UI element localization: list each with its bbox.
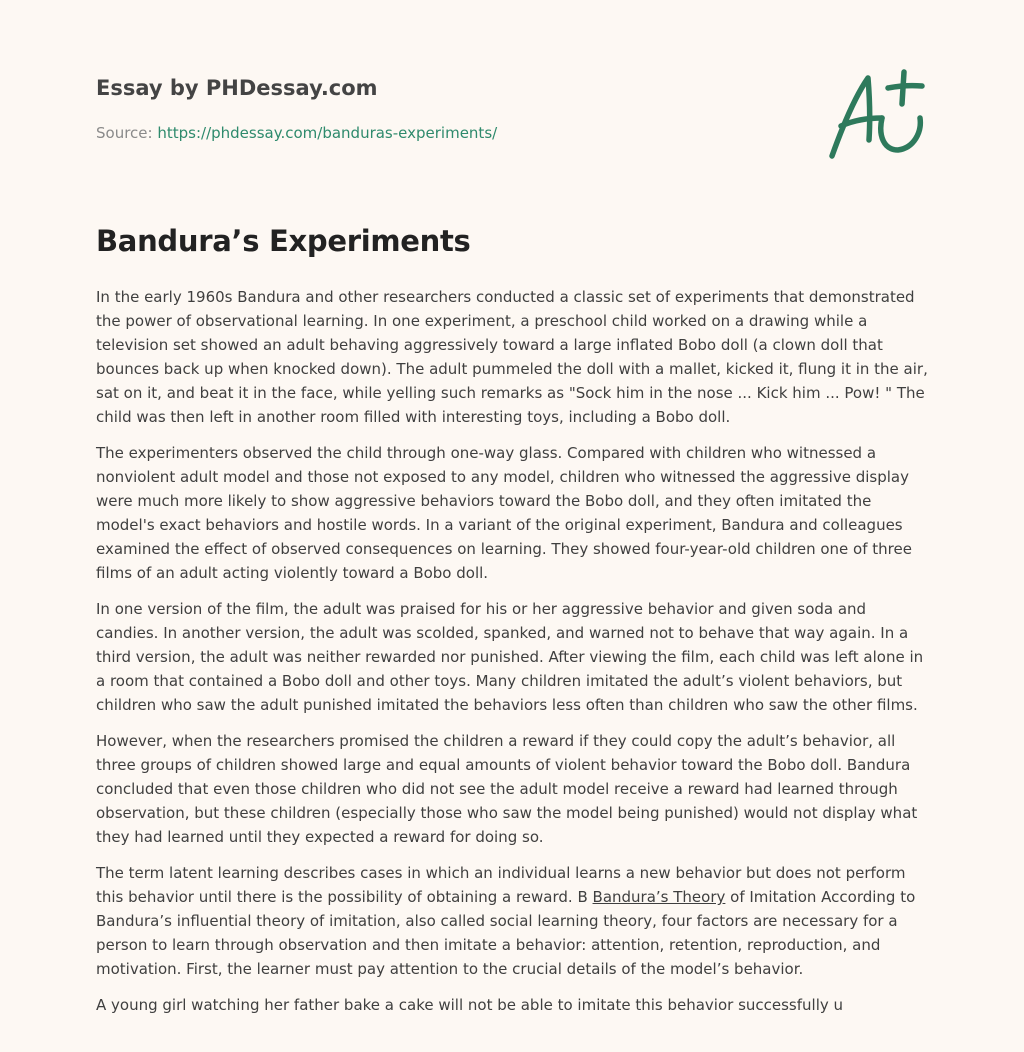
article-title: Bandura’s Experiments	[96, 224, 471, 258]
a-plus-logo-icon	[824, 66, 928, 162]
banduras-theory-link[interactable]: Bandura’s Theory	[592, 888, 726, 906]
paragraph: In the early 1960s Bandura and other researchers conducted a classic set of experiments that demonstrated the power of observational learning. In one experiment, a preschool child worked on a drawing while a television set showed an adult behaving aggressively toward a large inflated Bobo doll (a clown doll that bounces back up when knocked down). The adult pummeled the doll with a mallet, kicked it, flung it in the air, sat on it, and beat it in the face, while yelling such remarks as "Sock him in the nose ... Kick him ... Pow! " The child was then left in another room filled with interesting toys, including a Bobo doll.	[96, 288, 928, 426]
source-line	[96, 124, 497, 142]
article-body	[96, 285, 930, 1029]
source-label: Source:	[96, 124, 153, 142]
paragraph: In one version of the film, the adult was praised for his or her aggressive behavior and given soda and candies. In another version, the adult was scolded, spanked, and warned not to behave that way again. In a third version, the adult was neither rewarded nor punished. After viewing the film, each child was left alone in a room that contained a Bobo doll and other toys. Many children imitated the adult’s violent behaviors, but children who saw the adult punished imitated the behaviors less often than children who saw the other films.	[96, 600, 924, 714]
page-header	[96, 72, 928, 172]
paragraph-with-link	[96, 861, 930, 981]
source-link[interactable]: https://phdessay.com/banduras-experiments/	[157, 124, 498, 142]
paragraph: However, when the researchers promised the children a reward if they could copy the adult’s behavior, all three groups of children showed large and equal amounts of violent behavior toward the Bobo doll. Bandura concluded that even those children who did not see the adult model receive a reward had learned through observation, but these children (especially those who saw the model being punished) would not display what they had learned until they expected a reward for doing so.	[96, 732, 918, 846]
paragraph-text: of Imitation According to Bandura’s influential theory of imitation, also called social learning theory, four factors are necessary for a person to learn through observation and then imitate a behavior: attention, retention, reproduction, and motivation. First, the learner must pay attention to the crucial details of the model’s behavior.	[96, 888, 916, 978]
brand-title: Essay by PHDessay.com	[96, 76, 378, 100]
paragraph: A young girl watching her father bake a cake will not be able to imitate this behavior successfully u	[96, 996, 844, 1014]
paragraph: The experimenters observed the child through one-way glass. Compared with children who witnessed a nonviolent adult model and those not exposed to any model, children who witnessed the aggressive display were much more likely to show aggressive behaviors toward the Bobo doll, and they often imitated the model's exact behaviors and hostile words. In a variant of the original experiment, Bandura and colleagues examined the effect of observed consequences on learning. They showed four-year-old children one of three films of an adult acting violently toward a Bobo doll.	[96, 444, 912, 582]
paragraph-text: The term latent learning describes cases in which an individual learns a new behavior but does not perform this behavior until there is the possibility of obtaining a reward. B	[96, 864, 906, 906]
